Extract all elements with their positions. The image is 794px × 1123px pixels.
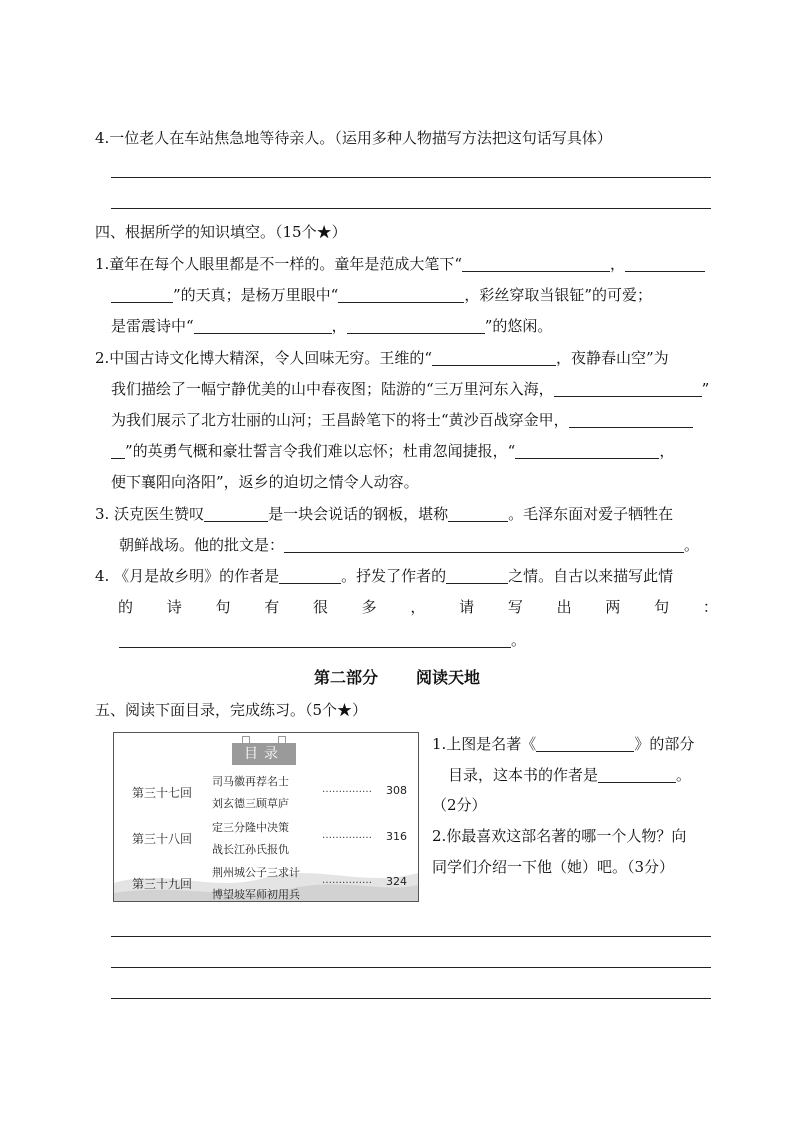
s5-q2-line1: 2.你最喜欢这部名著的哪一个人物？向 bbox=[432, 827, 687, 845]
text: 4. 《月是故乡明》的作者是 bbox=[95, 567, 280, 585]
answer-line[interactable] bbox=[111, 208, 711, 209]
text: 之情。自古以来描写此情 bbox=[508, 567, 674, 585]
fill-blank[interactable] bbox=[569, 413, 693, 428]
text: 是雷震诗中“ bbox=[111, 317, 194, 335]
toc-dots: …………… bbox=[322, 830, 372, 841]
fill-blank[interactable] bbox=[625, 257, 705, 272]
spread-char: 诗 bbox=[166, 598, 182, 616]
text: 。毛泽东面对爱子牺牲在 bbox=[508, 505, 674, 523]
text: 3. 沃克医生赞叹 bbox=[95, 505, 205, 523]
text: ”的天真；是杨万里眼中“ bbox=[173, 286, 339, 304]
text: 目录，这本书的作者是 bbox=[448, 766, 599, 784]
item4-line1 bbox=[95, 566, 673, 586]
fill-blank[interactable] bbox=[536, 737, 634, 752]
fill-blank[interactable] bbox=[194, 319, 332, 334]
fill-blank[interactable] bbox=[446, 569, 508, 584]
s5-q2-line2: 同学们介绍一下他（她）吧。（3分） bbox=[432, 858, 675, 876]
toc-dots: …………… bbox=[322, 784, 372, 795]
text: 1.童年在每个人眼里都是不一样的。童年是范成大笔下“ bbox=[95, 255, 462, 273]
answer-line[interactable] bbox=[111, 936, 711, 937]
spread-char: 很 bbox=[312, 598, 328, 616]
text: 》的部分 bbox=[634, 735, 695, 753]
text: 为我们展示了北方壮丽的山河；王昌龄笔下的将士“黄沙百战穿金甲， bbox=[111, 411, 569, 429]
text: 。抒发了作者的 bbox=[341, 567, 447, 585]
fill-blank[interactable] bbox=[462, 257, 610, 272]
section4-heading: 四、根据所学的知识填空。（15个★） bbox=[95, 223, 347, 241]
item3-line1 bbox=[95, 504, 673, 524]
item1-line1 bbox=[95, 254, 705, 274]
toc-page: 316 bbox=[386, 830, 407, 843]
item1-line2 bbox=[111, 285, 652, 305]
spread-char: 句 bbox=[215, 598, 231, 616]
spread-char: 句 bbox=[654, 598, 670, 616]
toc-page: 324 bbox=[386, 875, 407, 888]
section5-heading: 五、阅读下面目录，完成练习。（5个★） bbox=[95, 701, 368, 719]
spread-char: 请 bbox=[459, 598, 475, 616]
toc-title: 荆州城公子三求计 bbox=[212, 866, 300, 879]
toc-header bbox=[232, 743, 296, 765]
text: 朝鲜战场。他的批文是： bbox=[119, 536, 285, 554]
fill-blank[interactable] bbox=[279, 569, 341, 584]
text: 我们描绘了一幅宁静优美的山中春夜图；陆游的“三万里河东入海， bbox=[111, 380, 554, 398]
spread-char: ： bbox=[702, 598, 718, 616]
fill-blank[interactable] bbox=[598, 768, 676, 783]
text: ， bbox=[659, 442, 675, 460]
text: 是一块会说话的钢板，堪称 bbox=[268, 505, 449, 523]
toc-title: 司马徽再荐名士 bbox=[212, 775, 289, 788]
fill-blank[interactable] bbox=[347, 319, 485, 334]
q4-prompt: 4.一位老人在车站焦急地等待亲人。（运用多种人物描写方法把这句话写具体） bbox=[95, 129, 612, 147]
answer-line[interactable] bbox=[111, 177, 711, 178]
spread-char: 多 bbox=[361, 598, 377, 616]
item2-line2 bbox=[111, 379, 709, 399]
toc-title: 博望坡军师初用兵 bbox=[212, 888, 300, 901]
s5-q1-line3: （2分） bbox=[432, 796, 487, 814]
part-name: 阅读天地 bbox=[416, 668, 481, 687]
hook-decoration bbox=[278, 736, 286, 746]
fill-blank[interactable] bbox=[204, 507, 268, 522]
spread-char: ， bbox=[410, 598, 426, 616]
toc-chapter: 第三十八回 bbox=[132, 832, 193, 846]
fill-blank[interactable] bbox=[515, 444, 659, 459]
text: ， bbox=[331, 317, 347, 335]
item2-line3 bbox=[111, 410, 693, 430]
text: 。 bbox=[511, 631, 527, 649]
answer-line[interactable] bbox=[111, 998, 711, 999]
toc-title: 战长江孙氏报仇 bbox=[212, 843, 289, 856]
answer-line[interactable] bbox=[111, 967, 711, 968]
toc-header-text: 目录 bbox=[244, 746, 284, 762]
spread-char: 有 bbox=[264, 598, 280, 616]
spread-char: 写 bbox=[507, 598, 523, 616]
text: 2.中国古诗文化博大精深，令人回味无穷。王维的“ bbox=[95, 349, 432, 367]
fill-blank[interactable] bbox=[554, 382, 702, 397]
text: 。 bbox=[676, 766, 692, 784]
text: ，彩丝穿取当银钲”的可爱； bbox=[464, 286, 653, 304]
spread-char: 两 bbox=[605, 598, 621, 616]
toc-image bbox=[113, 732, 419, 902]
fill-blank[interactable] bbox=[432, 351, 556, 366]
spread-char: 出 bbox=[556, 598, 572, 616]
s5-q1-line2 bbox=[448, 765, 691, 785]
item4-line2 bbox=[118, 597, 718, 617]
item2-line1 bbox=[95, 348, 669, 368]
item4-line3 bbox=[119, 630, 526, 650]
fill-blank[interactable] bbox=[111, 288, 173, 303]
toc-title: 定三分隆中决策 bbox=[212, 821, 289, 834]
fill-blank[interactable] bbox=[338, 288, 464, 303]
item2-line4 bbox=[111, 441, 674, 461]
fill-blank[interactable] bbox=[111, 444, 125, 459]
toc-title: 刘玄德三顾草庐 bbox=[212, 797, 289, 810]
text: 。 bbox=[684, 536, 700, 554]
fill-blank[interactable] bbox=[448, 507, 508, 522]
text: ，夜静春山空”为 bbox=[555, 349, 669, 367]
spread-char: 的 bbox=[118, 598, 134, 616]
part-label: 第二部分 bbox=[313, 668, 378, 687]
text: ”的悠闲。 bbox=[484, 317, 553, 335]
toc-page: 308 bbox=[386, 784, 407, 797]
fill-blank[interactable] bbox=[119, 633, 511, 648]
text: ”的英勇气概和豪壮誓言令我们难以忘怀；杜甫忽闻捷报，“ bbox=[125, 442, 516, 460]
text: ， bbox=[609, 255, 625, 273]
text: ” bbox=[701, 380, 710, 398]
item2-line5: 便下襄阳向洛阳”，返乡的迫切之情令人动容。 bbox=[111, 473, 419, 491]
text: 1.上图是名著《 bbox=[432, 735, 537, 753]
part2-title bbox=[0, 665, 794, 688]
fill-blank[interactable] bbox=[284, 538, 684, 553]
item3-line2 bbox=[119, 535, 699, 555]
item1-line3 bbox=[111, 316, 552, 336]
s5-q1-line1 bbox=[432, 734, 694, 754]
hook-decoration bbox=[242, 736, 250, 746]
toc-chapter: 第三十七回 bbox=[132, 786, 193, 800]
toc-dots: …………… bbox=[322, 875, 372, 886]
toc-chapter: 第三十九回 bbox=[132, 877, 193, 891]
